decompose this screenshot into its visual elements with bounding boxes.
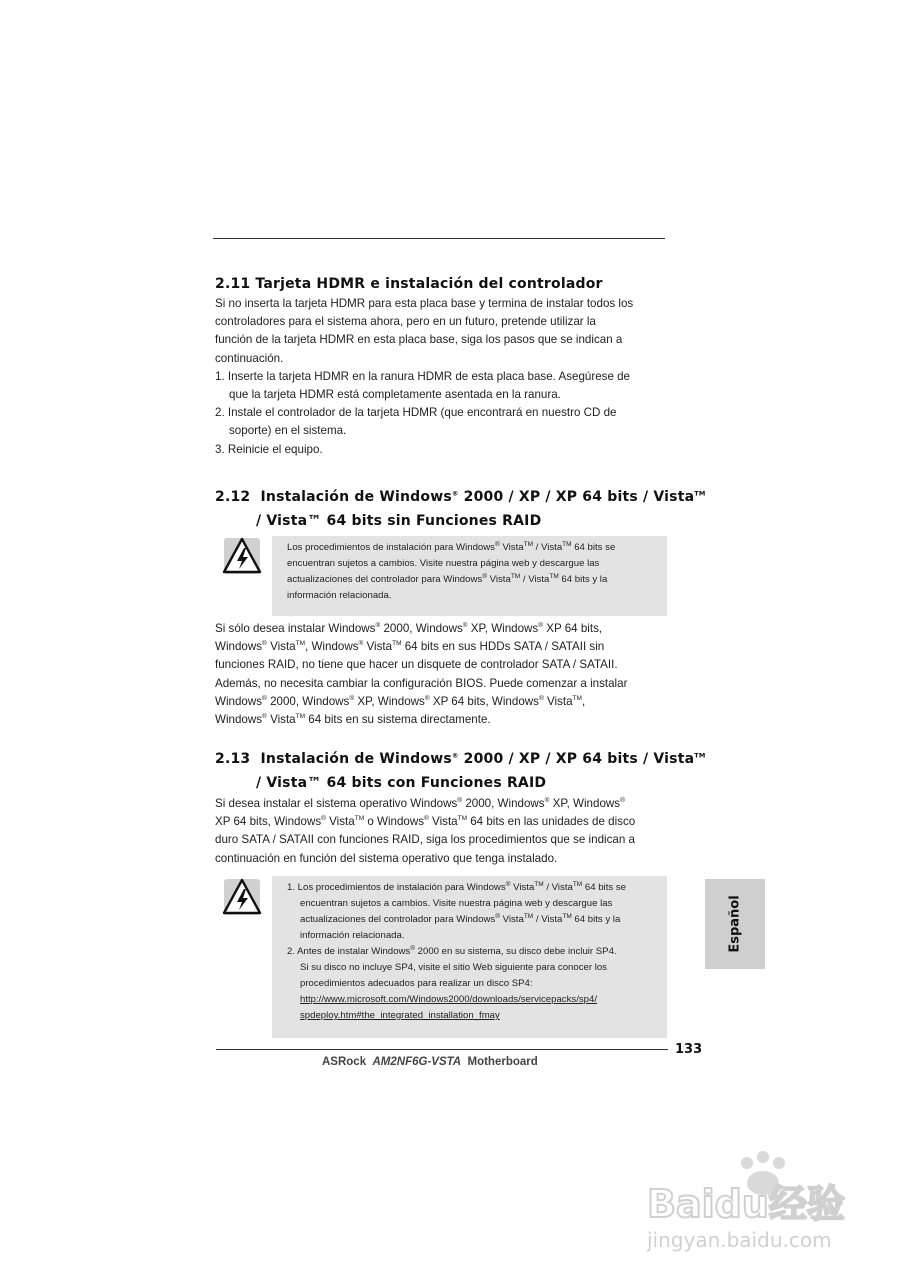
svg-text:jingyan.baidu.com: jingyan.baidu.com [647,1228,832,1252]
section-2-12-heading-line2: / Vista™ 64 bits sin Funciones RAID [256,513,542,529]
bottom-rule [216,1049,668,1050]
intro-line: controladores para el sistema ahora, pero en un futuro, pretende utilizar la [215,315,596,329]
section-2-11-heading: 2.11 Tarjeta HDMR e instalación del controlador [215,276,603,292]
section-2-13-heading-line2: / Vista™ 64 bits con Funciones RAID [256,775,547,791]
svg-text:Baidu经验: Baidu经验 [647,1182,845,1226]
warning-icon [222,535,262,577]
top-rule [213,238,665,239]
intro-line: continuación. [215,351,284,365]
step-1-line: que la tarjeta HDMR está completamente asentada en la ranura. [229,388,561,402]
sp4-link[interactable]: http://www.microsoft.com/Windows2000/downloads/servicepacks/sp4/ [300,994,597,1005]
step-2-line: 2. Instale el controlador de la tarjeta HDMR (que encontrará en nuestro CD de [215,406,617,420]
baidu-watermark-logo [645,1145,885,1255]
step-2-line: soporte) en el sistema. [229,424,347,438]
step-3: 3. Reinicie el equipo. [215,442,323,456]
warning-icon [222,876,262,918]
section-2-12-note: Los procedimientos de instalación para Windows® Vista™ / Vista™ 64 bits se encuentran sujetos a cambios. Visite nuestra página web y descargue las actualizaciones del controlador para Windows® Vista™ / Vista™ 64 bits y la información relacionada. [272,536,667,616]
section-2-12-body: Si sólo desea instalar Windows® 2000, Windows® XP, Windows® XP 64 bits, Windows® Vista™, Windows® Vista™ 64 bits en sus HDDs SATA / SATAII sin funciones RAID, no tiene que hacer un disquete de controlador SATA / SATAII. Además, no necesita cambiar la configuración BIOS. Puede comenzar a instalar Windows® 2000, Windows® XP, Windows® XP 64 bits, Windows® Vista™, Windows® Vista™ 64 bits en su sistema directamente. [215,622,628,727]
footer: ASRock AM2NF6G-VSTA Motherboard [322,1056,538,1068]
section-2-13-note: 1. Los procedimientos de instalación para Windows® Vista™ / Vista™ 64 bits se encuentran sujetos a cambios. Visite nuestra página web y descargue las actualizaciones del controlador para Windows® Vista™ / Vista™ 64 bits y la información relacionada. 2. Antes de instalar Windows® 2000 en su sistema, su disco debe incluir SP4. Si su disco no incluye SP4, visite el sitio Web siguiente para conocer los procedimientos adecuados para realizar un disco SP4: http://www.microsoft.com/Windows2000/downloads/servicepacks/sp4/ spdeploy.htm#the_integrated_installation_fmay [272,876,667,1038]
page-number: 133 [675,1042,703,1057]
section-2-13-body: Si desea instalar el sistema operativo Windows® 2000, Windows® XP, Windows® XP 64 bits, Windows® Vista™ o Windows® Vista™ 64 bits en las unidades de disco duro SATA / SATAII con funciones RAID, siga los procedimientos que se indican a continuación en función del sistema operativo que tenga instalado. [215,797,636,865]
step-1-line: 1. Inserte la tarjeta HDMR en la ranura HDMR de esta placa base. Asegúrese de [215,369,631,383]
section-2-13-heading: 2.13 Instalación de Windows® 2000 / XP / XP 64 bits / Vista™ [215,751,706,767]
language-side-tab [705,879,765,969]
intro-line: Si no inserta la tarjeta HDMR para esta placa base y termina de instalar todos los [215,297,634,310]
sp4-link-continued[interactable]: spdeploy.htm#the_integrated_installation_fmay [300,1010,500,1021]
section-2-11-body [215,295,675,459]
intro-line: función de la tarjeta HDMR en esta placa base, siga los pasos que se indican a [215,333,623,347]
section-2-12-heading: 2.12 Instalación de Windows® 2000 / XP / XP 64 bits / Vista™ [215,489,706,505]
language-label: Español [727,895,743,953]
